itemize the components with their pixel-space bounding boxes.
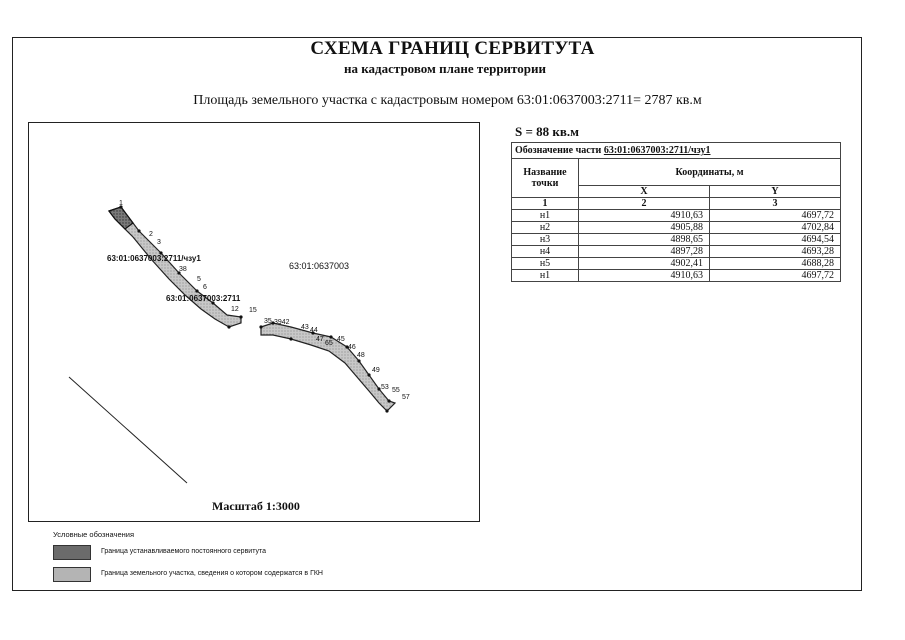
point-label: 5 (197, 276, 201, 283)
header-point-name: Название точки (512, 159, 579, 198)
page-title: СХЕМА ГРАНИЦ СЕРВИТУТА (310, 38, 595, 59)
header-coordinates: Координаты, м (579, 159, 841, 186)
point-label: 45 (337, 336, 345, 343)
parcel-area-line: Площадь земельного участка с кадастровым номером 63:01:0637003:2711= 2787 кв.м (193, 93, 702, 108)
map-scale: Масштаб 1:3000 (212, 499, 300, 513)
column-number: 1 (512, 198, 579, 210)
point-label: 43 (301, 324, 309, 331)
point-label: 1 (119, 200, 123, 207)
table-row (512, 270, 841, 282)
legend-swatch-light (53, 567, 91, 582)
cell-x: 4897,28 (579, 246, 710, 258)
point-label: 44 (310, 327, 318, 334)
cell-x: 4910,63 (579, 210, 710, 222)
cell-y: 4702,84 (710, 222, 841, 234)
header-y: Y (710, 186, 841, 198)
table-row (512, 258, 841, 270)
table-designation (512, 143, 841, 159)
map-drawing (29, 123, 479, 521)
cell-point-name: н1 (512, 270, 579, 282)
column-number: 3 (710, 198, 841, 210)
cell-y: 4697,72 (710, 210, 841, 222)
cell-point-name: н5 (512, 258, 579, 270)
point-label: 12 (231, 306, 239, 313)
point-label: 55 (392, 387, 400, 394)
cell-x: 4910,63 (579, 270, 710, 282)
point-label: 53 (381, 384, 389, 391)
point-label: 46 (348, 344, 356, 351)
cell-x: 4898,65 (579, 234, 710, 246)
cell-point-name: н2 (512, 222, 579, 234)
header-x: X (579, 186, 710, 198)
legend-title: Условные обозначения (53, 530, 135, 539)
boundary-line (69, 377, 187, 483)
cell-point-name: н4 (512, 246, 579, 258)
designation-prefix: Обозначение части (515, 145, 604, 156)
servitude-number-label: 63:01:0637003:2711/чзу1 (107, 254, 201, 263)
table-row (512, 210, 841, 222)
table-row (512, 246, 841, 258)
table-row (512, 222, 841, 234)
point-label: 38 (179, 266, 187, 273)
legend-label: Граница устанавливаемого постоянного сервитута (101, 548, 267, 555)
parcel-number-label: 63:01:0637003:2711 (166, 294, 241, 303)
point-label: 3942 (274, 319, 290, 326)
point-label: 15 (249, 307, 257, 314)
cell-y: 4688,28 (710, 258, 841, 270)
point-label: 48 (357, 352, 365, 359)
legend-swatch-dark (53, 545, 91, 560)
designation-number: 63:01:0637003:2711/чзу1 (603, 145, 711, 156)
servitude-area (109, 207, 133, 229)
table-row (512, 234, 841, 246)
column-number: 2 (579, 198, 710, 210)
cell-x: 4902,41 (579, 258, 710, 270)
cell-y: 4693,28 (710, 246, 841, 258)
cell-x: 4905,88 (579, 222, 710, 234)
point-label: 49 (372, 367, 380, 374)
quarter-number-label: 63:01:0637003 (289, 261, 350, 271)
point-label: 47 (316, 336, 324, 343)
legend-label: Граница земельного участка, сведения о котором содержатся в ГКН (101, 570, 323, 577)
point-label: 57 (402, 394, 410, 401)
servitude-area-value: S = 88 кв.м (515, 124, 580, 139)
point-label: 3 (157, 239, 161, 246)
cell-y: 4694,54 (710, 234, 841, 246)
point-label: 6 (203, 284, 207, 291)
point-label: 65 (325, 340, 333, 347)
point-label: 35 (264, 318, 272, 325)
point-label: 2 (149, 231, 153, 238)
cell-point-name: н1 (512, 210, 579, 222)
page-subtitle: на кадастровом плане территории (344, 61, 546, 76)
cadastral-map (28, 122, 480, 522)
cell-point-name: н3 (512, 234, 579, 246)
cell-y: 4697,72 (710, 270, 841, 282)
coordinates-table (511, 142, 841, 282)
